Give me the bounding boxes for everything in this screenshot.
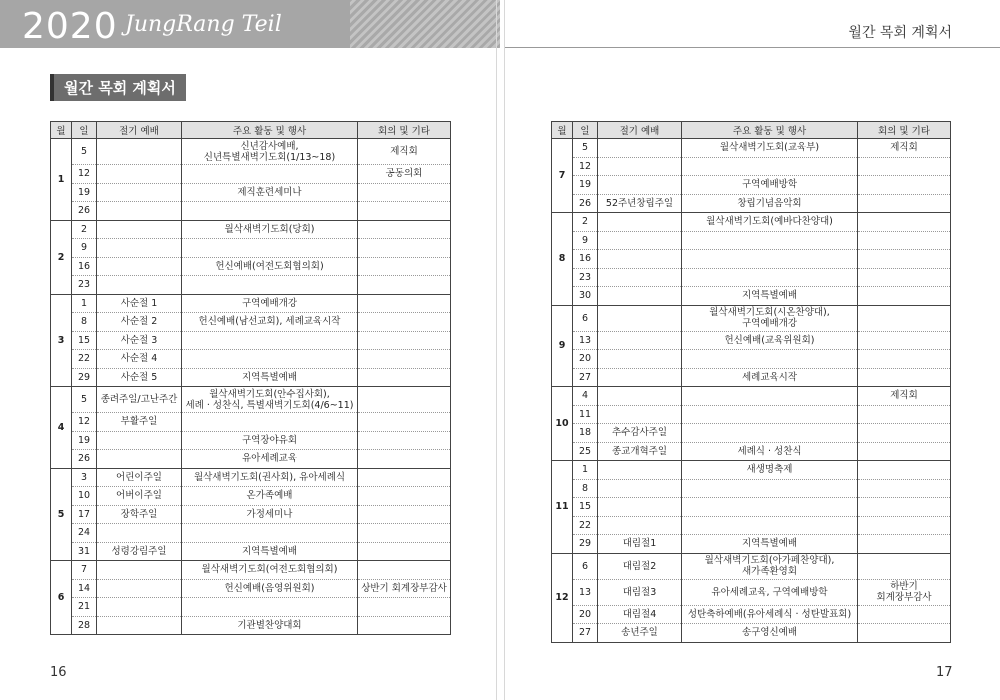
activity-cell: 구역예배개강 — [182, 294, 358, 313]
meeting-cell — [858, 305, 951, 331]
month-cell: 11 — [552, 461, 573, 554]
activity-cell: 지역특별예배 — [182, 542, 358, 561]
feast-cell — [598, 268, 682, 287]
table-row — [552, 516, 951, 535]
feast-cell — [598, 516, 682, 535]
meeting-cell — [858, 553, 951, 579]
activity-cell: 헌신예배(교육위원회) — [682, 331, 858, 350]
activity-cell — [182, 276, 358, 295]
feast-cell: 어버이주일 — [97, 487, 182, 506]
feast-cell: 사순절 1 — [97, 294, 182, 313]
table-row — [51, 350, 451, 369]
feast-cell: 송년주일 — [598, 624, 682, 643]
col-header-meeting: 회의 및 기타 — [858, 122, 951, 139]
feast-cell — [598, 213, 682, 232]
activity-cell: 구역장야유회 — [182, 431, 358, 450]
table-row — [51, 220, 451, 239]
day-cell: 24 — [72, 524, 97, 543]
feast-cell — [598, 350, 682, 369]
table-row — [51, 598, 451, 617]
day-cell: 12 — [72, 165, 97, 184]
month-cell: 6 — [51, 561, 72, 635]
meeting-cell — [358, 220, 451, 239]
meeting-cell — [358, 239, 451, 258]
activity-cell: 헌신예배(여전도회협의회) — [182, 257, 358, 276]
table-row — [552, 368, 951, 387]
table-row — [552, 250, 951, 269]
feast-cell: 사순절 4 — [97, 350, 182, 369]
day-cell: 9 — [72, 239, 97, 258]
meeting-cell — [858, 624, 951, 643]
header-script-title: JungRang Teil — [125, 12, 282, 37]
day-cell: 25 — [573, 442, 598, 461]
day-cell: 13 — [573, 579, 598, 605]
meeting-cell — [858, 479, 951, 498]
table-row — [51, 202, 451, 221]
feast-cell — [97, 202, 182, 221]
activity-cell: 신년감사예배, 신년특별새벽기도회(1/13~18) — [182, 139, 358, 165]
meeting-cell — [858, 498, 951, 517]
feast-cell: 종려주일/고난주간 — [97, 387, 182, 413]
meeting-cell — [858, 350, 951, 369]
activity-cell — [182, 524, 358, 543]
meeting-cell: 제직회 — [858, 139, 951, 158]
meeting-cell — [358, 387, 451, 413]
table-row — [51, 368, 451, 387]
table-row — [552, 405, 951, 424]
table-row — [552, 461, 951, 480]
activity-cell — [182, 413, 358, 432]
table-row — [51, 542, 451, 561]
activity-cell: 새생명축제 — [682, 461, 858, 480]
feast-cell — [97, 450, 182, 469]
feast-cell — [97, 598, 182, 617]
feast-cell — [598, 287, 682, 306]
table-row — [552, 331, 951, 350]
table-row — [51, 331, 451, 350]
table-row — [552, 287, 951, 306]
day-cell: 15 — [573, 498, 598, 517]
activity-cell: 월삭새벽기도회(당회) — [182, 220, 358, 239]
day-cell: 15 — [72, 331, 97, 350]
meeting-cell — [858, 535, 951, 554]
section-title: 월간 목회 계획서 — [50, 74, 186, 101]
day-cell: 20 — [573, 350, 598, 369]
activity-cell — [682, 516, 858, 535]
day-cell: 30 — [573, 287, 598, 306]
feast-cell — [97, 276, 182, 295]
col-header-day: 일 — [72, 122, 97, 139]
feast-cell: 종교개혁주일 — [598, 442, 682, 461]
day-cell: 9 — [573, 231, 598, 250]
day-cell: 1 — [573, 461, 598, 480]
day-cell: 29 — [72, 368, 97, 387]
header-right-title: 월간 목회 계획서 — [848, 25, 952, 41]
meeting-cell — [858, 368, 951, 387]
activity-cell — [182, 331, 358, 350]
meeting-cell: 하반기 회계장부감사 — [858, 579, 951, 605]
activity-cell: 제직훈련세미나 — [182, 183, 358, 202]
table-row — [51, 165, 451, 184]
table-row — [51, 183, 451, 202]
activity-cell — [682, 157, 858, 176]
table-row — [51, 431, 451, 450]
table-row — [51, 294, 451, 313]
feast-cell — [598, 139, 682, 158]
day-cell: 16 — [72, 257, 97, 276]
activity-cell — [182, 202, 358, 221]
meeting-cell — [858, 287, 951, 306]
feast-cell — [598, 461, 682, 480]
meeting-cell: 제직회 — [358, 139, 451, 165]
meeting-cell — [358, 331, 451, 350]
activity-cell — [682, 350, 858, 369]
day-cell: 22 — [573, 516, 598, 535]
activity-cell: 세례식 · 성찬식 — [682, 442, 858, 461]
activity-cell — [682, 268, 858, 287]
meeting-cell — [358, 524, 451, 543]
feast-cell — [598, 387, 682, 406]
feast-cell: 대림절3 — [598, 579, 682, 605]
feast-cell — [598, 405, 682, 424]
month-cell: 4 — [51, 387, 72, 469]
feast-cell: 52주년창립주일 — [598, 194, 682, 213]
day-cell: 23 — [573, 268, 598, 287]
feast-cell — [97, 165, 182, 184]
day-cell: 27 — [573, 624, 598, 643]
feast-cell — [598, 305, 682, 331]
page-number-left: 16 — [50, 665, 67, 680]
day-cell: 3 — [72, 468, 97, 487]
meeting-cell — [858, 331, 951, 350]
feast-cell — [97, 561, 182, 580]
month-cell: 3 — [51, 294, 72, 387]
meeting-cell — [858, 250, 951, 269]
activity-cell: 유아세례교육, 구역예배방학 — [682, 579, 858, 605]
month-cell: 2 — [51, 220, 72, 294]
feast-cell — [598, 498, 682, 517]
table-row — [552, 498, 951, 517]
feast-cell — [97, 220, 182, 239]
month-cell: 10 — [552, 387, 573, 461]
activity-cell: 지역특별예배 — [182, 368, 358, 387]
col-header-month: 월 — [552, 122, 573, 139]
table-row — [51, 257, 451, 276]
day-cell: 12 — [72, 413, 97, 432]
activity-cell — [682, 424, 858, 443]
day-cell: 6 — [573, 305, 598, 331]
day-cell: 14 — [72, 579, 97, 598]
month-cell: 1 — [51, 139, 72, 221]
col-header-day: 일 — [573, 122, 598, 139]
day-cell: 23 — [72, 276, 97, 295]
col-header-month: 월 — [51, 122, 72, 139]
activity-cell — [182, 350, 358, 369]
activity-cell: 가정세미나 — [182, 505, 358, 524]
meeting-cell — [858, 176, 951, 195]
activity-cell — [682, 387, 858, 406]
meeting-cell: 상반기 회계장부감사 — [358, 579, 451, 598]
table-row — [552, 553, 951, 579]
col-header-feast: 절기 예배 — [97, 122, 182, 139]
feast-cell: 대림절1 — [598, 535, 682, 554]
day-cell: 12 — [573, 157, 598, 176]
month-cell: 8 — [552, 213, 573, 306]
day-cell: 26 — [72, 202, 97, 221]
day-cell: 18 — [573, 424, 598, 443]
feast-cell — [598, 479, 682, 498]
activity-cell — [182, 598, 358, 617]
day-cell: 13 — [573, 331, 598, 350]
activity-cell: 월삭새벽기도회(시온찬양대), 구역예배개강 — [682, 305, 858, 331]
day-cell: 2 — [72, 220, 97, 239]
feast-cell — [598, 231, 682, 250]
day-cell: 8 — [72, 313, 97, 332]
plan-table-left — [50, 121, 451, 635]
meeting-cell — [858, 268, 951, 287]
month-cell: 12 — [552, 553, 573, 642]
day-cell: 2 — [573, 213, 598, 232]
table-row — [552, 605, 951, 624]
meeting-cell — [358, 505, 451, 524]
meeting-cell — [358, 257, 451, 276]
day-cell: 17 — [72, 505, 97, 524]
meeting-cell — [358, 294, 451, 313]
day-cell: 20 — [573, 605, 598, 624]
activity-cell — [682, 498, 858, 517]
table-row — [51, 387, 451, 413]
meeting-cell — [358, 468, 451, 487]
table-row — [51, 487, 451, 506]
meeting-cell — [358, 616, 451, 635]
day-cell: 22 — [72, 350, 97, 369]
meeting-cell: 제직회 — [858, 387, 951, 406]
activity-cell: 지역특별예배 — [682, 287, 858, 306]
feast-cell — [97, 579, 182, 598]
meeting-cell — [358, 542, 451, 561]
day-cell: 5 — [72, 387, 97, 413]
day-cell: 19 — [72, 183, 97, 202]
day-cell: 16 — [573, 250, 598, 269]
meeting-cell — [358, 313, 451, 332]
meeting-cell — [358, 368, 451, 387]
month-cell: 7 — [552, 139, 573, 213]
table-row — [552, 176, 951, 195]
activity-cell: 헌신예배(남선교회), 세례교육시작 — [182, 313, 358, 332]
feast-cell — [97, 257, 182, 276]
month-cell: 9 — [552, 305, 573, 387]
feast-cell: 사순절 5 — [97, 368, 182, 387]
day-cell: 19 — [573, 176, 598, 195]
meeting-cell — [358, 276, 451, 295]
col-header-meeting: 회의 및 기타 — [358, 122, 451, 139]
day-cell: 21 — [72, 598, 97, 617]
feast-cell — [97, 183, 182, 202]
activity-cell: 온가족예배 — [182, 487, 358, 506]
activity-cell: 월삭새벽기도회(예바다찬양대) — [682, 213, 858, 232]
day-cell: 29 — [573, 535, 598, 554]
day-cell: 6 — [573, 553, 598, 579]
table-row — [552, 268, 951, 287]
feast-cell: 성령강림주일 — [97, 542, 182, 561]
table-row — [552, 624, 951, 643]
activity-cell: 헌신예배(음영위원회) — [182, 579, 358, 598]
feast-cell — [598, 368, 682, 387]
meeting-cell — [358, 561, 451, 580]
day-cell: 19 — [72, 431, 97, 450]
activity-cell — [682, 479, 858, 498]
meeting-cell — [858, 424, 951, 443]
day-cell: 4 — [573, 387, 598, 406]
header-year: 2020 — [22, 6, 118, 47]
table-row — [51, 505, 451, 524]
activity-cell: 성탄축하예배(유아세례식 · 성탄발표회) — [682, 605, 858, 624]
table-row — [552, 231, 951, 250]
feast-cell — [97, 616, 182, 635]
meeting-cell — [858, 461, 951, 480]
table-row — [51, 276, 451, 295]
activity-cell: 월삭새벽기도회(여전도회협의회) — [182, 561, 358, 580]
table-row — [51, 313, 451, 332]
day-cell: 26 — [573, 194, 598, 213]
activity-cell: 지역특별예배 — [682, 535, 858, 554]
feast-cell: 부활주일 — [97, 413, 182, 432]
activity-cell — [182, 165, 358, 184]
activity-cell — [182, 239, 358, 258]
meeting-cell — [858, 442, 951, 461]
meeting-cell — [358, 450, 451, 469]
feast-cell: 어린이주일 — [97, 468, 182, 487]
activity-cell: 유아세례교육 — [182, 450, 358, 469]
feast-cell — [97, 239, 182, 258]
table-header-row — [51, 122, 451, 139]
feast-cell — [97, 431, 182, 450]
plan-table-right — [551, 121, 951, 643]
meeting-cell — [358, 202, 451, 221]
meeting-cell: 공동의회 — [358, 165, 451, 184]
activity-cell — [682, 405, 858, 424]
month-cell: 5 — [51, 468, 72, 561]
activity-cell: 월삭새벽기도회(교육부) — [682, 139, 858, 158]
meeting-cell — [358, 598, 451, 617]
activity-cell: 창립기념음악회 — [682, 194, 858, 213]
table-row — [51, 239, 451, 258]
meeting-cell — [358, 487, 451, 506]
activity-cell — [682, 231, 858, 250]
feast-cell: 추수감사주일 — [598, 424, 682, 443]
table-row — [51, 524, 451, 543]
table-row — [552, 387, 951, 406]
table-row — [552, 157, 951, 176]
feast-cell — [598, 331, 682, 350]
table-row — [552, 442, 951, 461]
meeting-cell — [858, 231, 951, 250]
meeting-cell — [358, 413, 451, 432]
feast-cell: 장학주일 — [97, 505, 182, 524]
day-cell: 31 — [72, 542, 97, 561]
col-header-activity: 주요 활동 및 행사 — [682, 122, 858, 139]
page-number-right: 17 — [936, 665, 953, 680]
day-cell: 5 — [72, 139, 97, 165]
feast-cell — [598, 157, 682, 176]
meeting-cell — [858, 405, 951, 424]
meeting-cell — [858, 605, 951, 624]
table-row — [552, 194, 951, 213]
meeting-cell — [858, 194, 951, 213]
col-header-feast: 절기 예배 — [598, 122, 682, 139]
feast-cell — [598, 176, 682, 195]
table-row — [552, 579, 951, 605]
col-header-activity: 주요 활동 및 행사 — [182, 122, 358, 139]
table-header-row — [552, 122, 951, 139]
meeting-cell — [358, 431, 451, 450]
day-cell: 26 — [72, 450, 97, 469]
activity-cell: 기관별찬양대회 — [182, 616, 358, 635]
table-row — [552, 424, 951, 443]
meeting-cell — [358, 350, 451, 369]
feast-cell — [598, 250, 682, 269]
day-cell: 5 — [573, 139, 598, 158]
activity-cell: 송구영신예배 — [682, 624, 858, 643]
day-cell: 8 — [573, 479, 598, 498]
feast-cell: 사순절 3 — [97, 331, 182, 350]
table-row — [51, 139, 451, 165]
activity-cell: 월삭새벽기도회(안수집사회), 세례 · 성찬식, 특별새벽기도회(4/6~11) — [182, 387, 358, 413]
feast-cell — [97, 524, 182, 543]
table-row — [51, 579, 451, 598]
table-row — [552, 213, 951, 232]
table-row — [51, 413, 451, 432]
table-row — [552, 305, 951, 331]
feast-cell — [97, 139, 182, 165]
feast-cell: 사순절 2 — [97, 313, 182, 332]
activity-cell: 월삭새벽기도회(권사회), 유아세례식 — [182, 468, 358, 487]
meeting-cell — [858, 516, 951, 535]
day-cell: 10 — [72, 487, 97, 506]
meeting-cell — [858, 157, 951, 176]
table-row — [51, 561, 451, 580]
activity-cell: 세례교육시작 — [682, 368, 858, 387]
table-row — [552, 350, 951, 369]
day-cell: 11 — [573, 405, 598, 424]
feast-cell: 대림절4 — [598, 605, 682, 624]
table-row — [51, 616, 451, 635]
table-row — [552, 139, 951, 158]
day-cell: 27 — [573, 368, 598, 387]
activity-cell: 월삭새벽기도회(아가페찬양대), 새가족환영회 — [682, 553, 858, 579]
table-row — [552, 535, 951, 554]
day-cell: 7 — [72, 561, 97, 580]
day-cell: 28 — [72, 616, 97, 635]
table-row — [552, 479, 951, 498]
activity-cell — [682, 250, 858, 269]
activity-cell: 구역예배방학 — [682, 176, 858, 195]
feast-cell: 대림절2 — [598, 553, 682, 579]
day-cell: 1 — [72, 294, 97, 313]
table-row — [51, 450, 451, 469]
meeting-cell — [358, 183, 451, 202]
meeting-cell — [858, 213, 951, 232]
table-row — [51, 468, 451, 487]
